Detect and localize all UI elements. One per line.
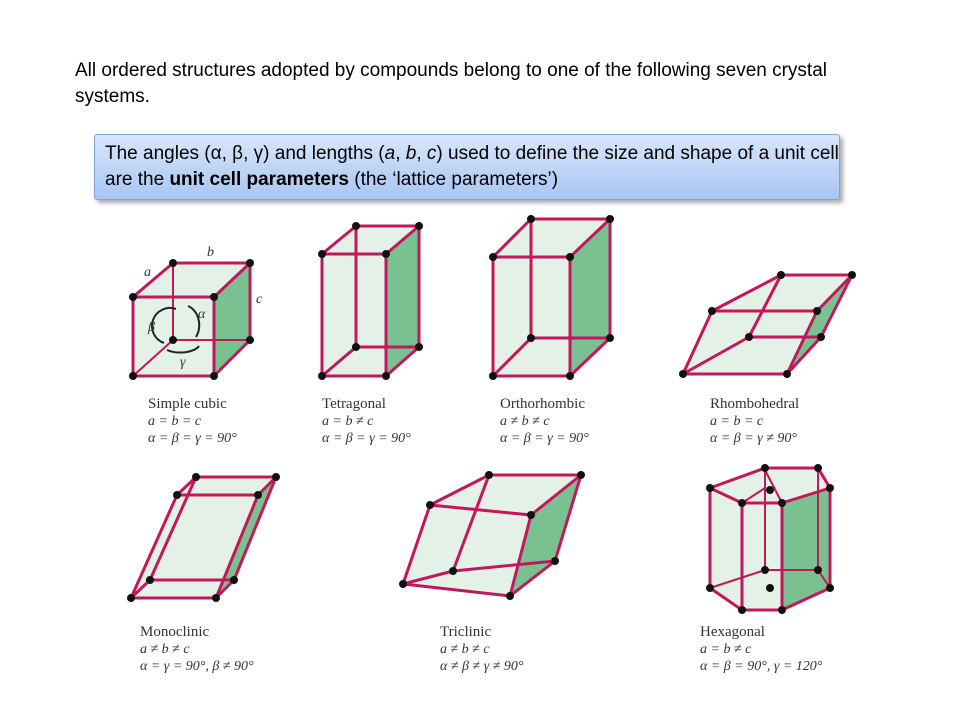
callout-c: c	[426, 143, 437, 164]
axis-label-c: c	[256, 292, 263, 307]
callout-comma-2: ,	[416, 143, 427, 164]
callout-text-1: The angles (	[105, 143, 211, 164]
callout-alpha: α	[210, 143, 222, 164]
monoclinic-cell	[127, 473, 280, 602]
label-monoclinic	[140, 624, 254, 674]
angle-label-gamma: γ	[180, 355, 186, 370]
system-eq-angles: α = β = γ = 90°	[148, 431, 237, 446]
callout-text-3: ) and lengths (	[263, 143, 385, 164]
system-eq-lengths: a = b ≠ c	[322, 414, 374, 429]
crystal-systems-figure	[124, 178, 860, 700]
callout-text-5: (the ‘lattice parameters’)	[348, 169, 559, 190]
system-eq-lengths: a = b ≠ c	[700, 642, 752, 657]
callout-bold-term: unit cell parameters	[169, 169, 349, 190]
callout-b: b	[405, 143, 417, 164]
callout-comma-1: ,	[395, 143, 406, 164]
system-eq-angles: α = β = γ = 90°	[322, 431, 411, 446]
system-name: Simple cubic	[148, 396, 227, 412]
axis-label-b: b	[207, 245, 214, 260]
angle-label-beta: β	[148, 320, 155, 335]
callout-text-4: ) used to define the size and shape of a unit cell are the	[105, 143, 839, 190]
system-name: Tetragonal	[322, 396, 386, 412]
system-name: Hexagonal	[700, 624, 765, 640]
system-eq-angles: α = γ = 90°, β ≠ 90°	[140, 659, 254, 674]
callout-a: a	[384, 143, 396, 164]
system-eq-angles: α ≠ β ≠ γ ≠ 90°	[440, 659, 524, 674]
system-name: Rhombohedral	[710, 396, 800, 412]
system-name: Triclinic	[440, 624, 492, 640]
triclinic-cell	[399, 471, 585, 600]
callout-gamma: γ	[253, 143, 264, 164]
system-eq-angles: α = β = 90°, γ = 120°	[700, 659, 823, 674]
system-eq-lengths: a = b = c	[148, 414, 202, 429]
simple-cubic-cell	[129, 245, 263, 380]
system-eq-lengths: a ≠ b ≠ c	[500, 414, 550, 429]
axis-label-a: a	[144, 265, 151, 280]
label-hexagonal	[700, 624, 823, 674]
rhombohedral-cell	[679, 271, 856, 378]
system-eq-angles: α = β = γ ≠ 90°	[710, 431, 798, 446]
callout-text-2: , β,	[221, 143, 254, 164]
label-orthorhombic	[500, 396, 589, 446]
system-eq-lengths: a ≠ b ≠ c	[140, 642, 190, 657]
system-name: Orthorhombic	[500, 396, 585, 412]
system-eq-angles: α = β = γ = 90°	[500, 431, 589, 446]
label-triclinic	[440, 624, 524, 674]
intro-text: All ordered structures adopted by compounds belong to one of the following seven crystal systems.	[75, 60, 828, 107]
label-simple-cubic	[148, 396, 237, 446]
tetragonal-cell	[318, 222, 423, 380]
system-eq-lengths: a = b = c	[710, 414, 764, 429]
system-name: Monoclinic	[140, 624, 210, 640]
label-rhombohedral	[710, 396, 799, 446]
angle-label-alpha: α	[198, 307, 206, 322]
orthorhombic-cell	[489, 215, 614, 380]
hexagonal-cell	[706, 464, 834, 614]
label-tetragonal	[322, 396, 411, 446]
system-eq-lengths: a ≠ b ≠ c	[440, 642, 490, 657]
